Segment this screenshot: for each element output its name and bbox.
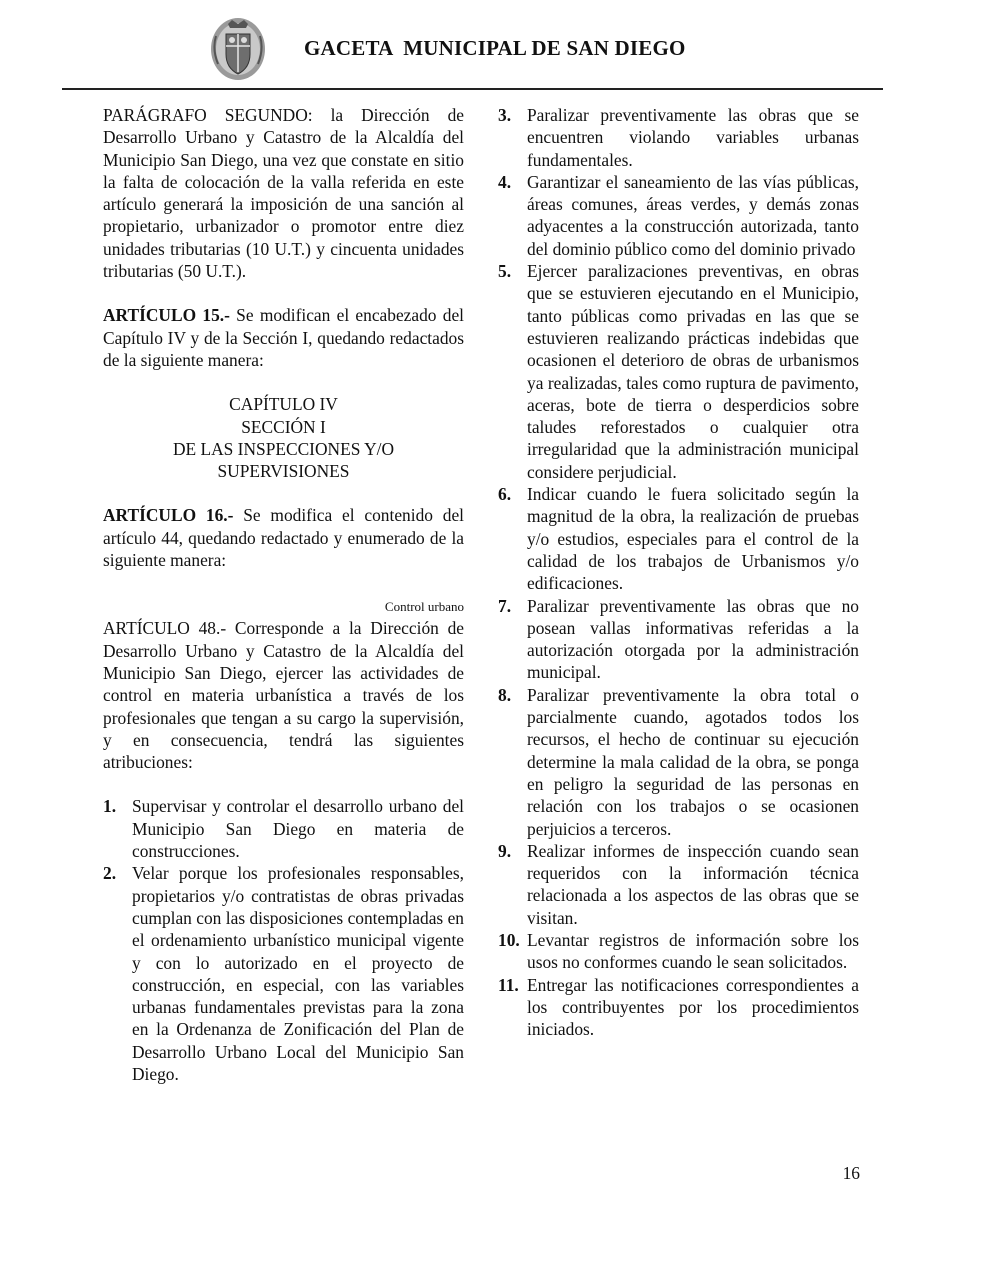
side-note: Control urbano — [384, 599, 464, 615]
list-item — [498, 595, 859, 684]
list-item — [498, 171, 859, 260]
list-item-text: Supervisar y controlar el desarrollo urbano del Municipio San Diego en materia de construcciones. — [132, 796, 464, 862]
list-item — [498, 260, 859, 483]
page-number: 16 — [842, 1163, 860, 1183]
articulo-15 — [103, 304, 464, 371]
list-item-number: 1. — [103, 796, 117, 817]
chapter-heading-line: DE LAS INSPECCIONES Y/O — [172, 438, 395, 459]
list-item-text: Entregar las notificaciones correspondientes a los contribuyentes por los procedimientos iniciados. — [527, 974, 859, 1040]
list-item — [498, 684, 859, 840]
list-item — [498, 104, 859, 171]
list-item-number: 5. — [498, 261, 512, 282]
articulo-16-heading: ARTÍCULO 16.- — [103, 505, 234, 526]
list-item-text: Paralizar preventivamente las obras que se encuentren violando variables urbanas fundamentales. — [527, 105, 859, 170]
paragrafo-segundo: PARÁGRAFO SEGUNDO: la Dirección de Desarrollo Urbano y Catastro de la Alcaldía del Municipio San Diego, una vez que constate en sitio la falta de colocación de la valla referida en este artículo generará la imposición de una sanción al propietario, urbanizador o promotor entre diez unidades tributarias (10 U.T.) y cincuenta unidades tributarias (50 U.T.). — [103, 105, 464, 282]
header-rule — [62, 88, 883, 90]
list-item-number: 8. — [498, 684, 512, 705]
list-item-text: Velar porque los profesionales responsables, propietarios y/o contratistas de obras privadas cumplan con las disposiciones contempladas en el ordenamiento urbanístico municipal vigente y con lo autorizado en el proyecto de construcción, en especial, con las variables urbanas fundamentales previstas para la zona en la Ordenanza de Zonificación del Plan de Desarrollo Urbano Local del Municipio San Diego. — [132, 863, 464, 1084]
list-item-number: 6. — [498, 484, 512, 505]
list-item — [103, 795, 464, 862]
municipal-coat-of-arms-icon — [210, 16, 266, 82]
articulo-15-heading: ARTÍCULO 15.- — [103, 305, 230, 326]
list-item-number: 3. — [498, 105, 512, 125]
chapter-heading-line: SECCIÓN I — [241, 416, 326, 437]
list-item — [103, 862, 464, 1085]
list-item-text: Paralizar preventivamente la obra total o parcialmente cuando, agotados todos los recursos, el hecho de continuar su ejecución determine la mala calidad de la obra, se ponga en peligro la seguridad de las personas en relación con los trabajos o se ocasionen perjuicios a terceros. — [527, 684, 859, 839]
list-item-number: 7. — [498, 595, 512, 616]
list-item-text: Indicar cuando le fuera solicitado según la magnitud de la obra, la realización de pruebas y/o estudios, especiales para el control de la calidad de los trabajos de Urbanismos y/o edificaciones. — [527, 484, 859, 594]
list-item-number: 9. — [498, 840, 512, 861]
list-item-text: Ejercer paralizaciones preventivas, en obras que se estuvieren ejecutando en el Municipio, tanto públicas como privadas en las que se estuvieren realizando prácticas indebidas que ocasionen el deterioro de obras de urbanismos ya realizadas, tales como ruptura de pavimento, aceras, bote de tierra o desperdicios sobre taludes reforestados o cualquier otra irregularidad que la administración municipal considere perjudicial. — [527, 261, 859, 482]
articulo-16 — [103, 504, 464, 571]
page-header — [62, 10, 882, 90]
left-column — [103, 104, 464, 1085]
list-item-text: Realizar informes de inspección cuando sean requeridos con la información técnica relacionada a los aspectos de las obras que se visitan. — [527, 840, 859, 928]
list-item-text: Garantizar el saneamiento de las vías públicas, áreas comunes, áreas verdes, y demás zonas adyacentes a la construcción autorizada, tanto del dominio público como del dominio privado — [527, 171, 859, 259]
list-item — [498, 929, 859, 974]
articulo-48: ARTÍCULO 48.- Corresponde a la Dirección de Desarrollo Urbano y Catastro de la Alcaldía del Municipio San Diego, ejercer las actividades de control en materia urbanística a través de los profesionales que tengan a su cargo la supervisión, y en consecuencia, tendrá las siguientes atribuciones: — [103, 618, 464, 773]
list-item-text: Paralizar preventivamente las obras que no posean vallas informativas referidas a la autorización otorgada por la administración municipal. — [527, 595, 859, 683]
list-item-number: 10. — [498, 929, 520, 950]
list-item — [498, 483, 859, 594]
chapter-heading-line: CAPÍTULO IV — [229, 394, 338, 415]
list-item-number: 4. — [498, 171, 512, 192]
articulo-16-text: Se modifica el contenido del artículo 44, quedando redactado y enumerado de la siguiente manera: — [103, 505, 465, 571]
list-item-text: Levantar registros de información sobre los usos no conformes cuando le sean solicitados. — [527, 929, 859, 973]
articulo-15-text: Se modifican el encabezado del Capítulo IV y de la Sección I, quedando redactados de la siguiente manera: — [103, 305, 465, 370]
chapter-heading-line: SUPERVISIONES — [217, 461, 350, 482]
right-column — [498, 104, 859, 1040]
list-item-number: 11. — [498, 974, 519, 995]
list-item — [498, 840, 859, 929]
list-item — [498, 974, 859, 1041]
gazette-title: GACETA MUNICIPAL DE SAN DIEGO — [304, 36, 686, 60]
chapter-heading — [103, 393, 464, 482]
list-item-number: 2. — [103, 863, 117, 884]
